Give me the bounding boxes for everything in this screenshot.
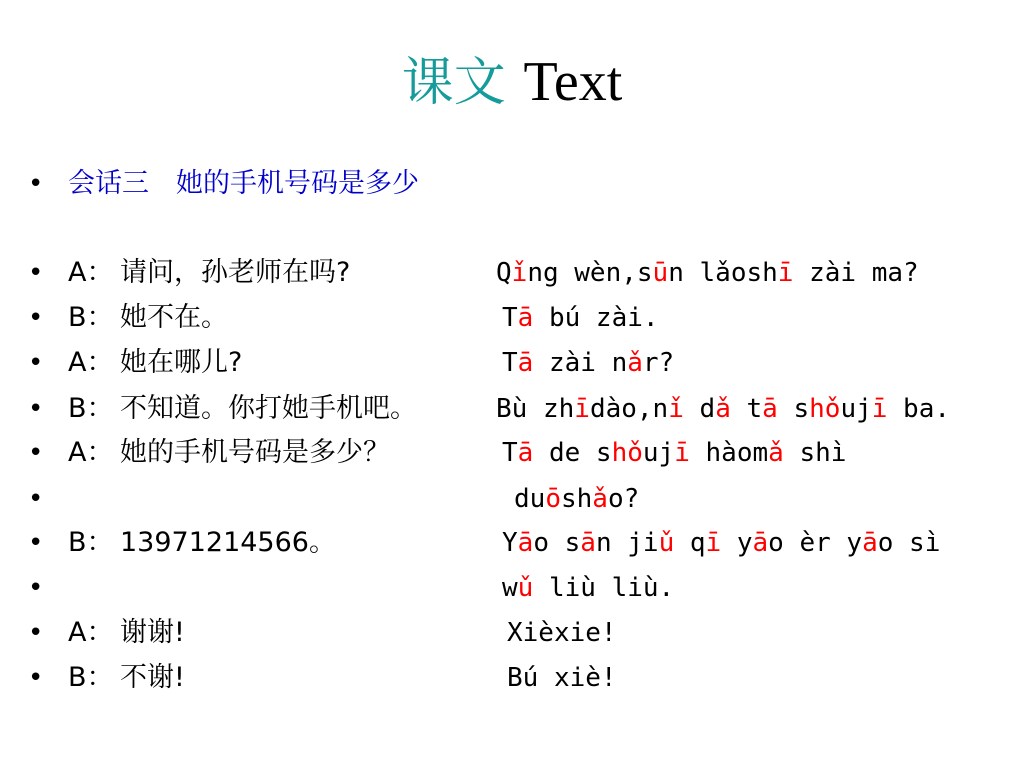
pinyin-segment: y — [721, 528, 753, 558]
tone-mark: ā — [762, 394, 778, 424]
tone-mark: ū — [652, 258, 669, 288]
pinyin-text — [502, 298, 659, 338]
tone-mark: hǒ — [611, 438, 643, 468]
pinyin-segment: s — [777, 394, 810, 424]
dialogue-line — [0, 658, 1024, 698]
pinyin-segment: zài n — [533, 348, 628, 378]
bullet: • — [28, 394, 44, 424]
pinyin-segment: q — [674, 528, 706, 558]
pinyin-segment: uj — [840, 394, 872, 424]
pinyin-segment: sh — [560, 484, 593, 514]
tone-mark: ā — [517, 303, 534, 333]
tone-mark: ī — [574, 394, 590, 424]
pinyin-text — [502, 523, 940, 563]
dialogue-heading: 会话三 她的手机号码是多少 — [68, 168, 419, 199]
pinyin-segment: ba. — [887, 394, 951, 424]
pinyin-segment: Q — [496, 258, 512, 288]
slide-title — [0, 44, 1024, 121]
pinyin-segment: n ji — [595, 528, 659, 558]
pinyin-segment: Y — [502, 528, 518, 558]
pinyin-segment: Xièxie! — [507, 618, 617, 648]
tone-mark: ā — [752, 528, 769, 558]
chinese-text: 不知道。你打她手机吧。 — [120, 393, 417, 424]
tone-mark: ǔ — [658, 528, 675, 558]
pinyin-segment: o s — [533, 528, 581, 558]
dialogue-line — [0, 343, 1024, 383]
tone-mark: ā — [517, 528, 534, 558]
pinyin-text — [507, 658, 617, 698]
chinese-text: 她的手机号码是多少？ — [120, 437, 390, 468]
tone-mark: ǔ — [517, 573, 534, 603]
pinyin-segment: Bù zh — [496, 394, 575, 424]
pinyin-text — [496, 389, 950, 429]
tone-mark: hǒ — [809, 394, 841, 424]
tone-mark: ō — [545, 484, 561, 514]
pinyin-text — [502, 433, 846, 473]
pinyin-segment: du — [514, 484, 546, 514]
pinyin-text — [502, 568, 674, 608]
heading-line — [0, 164, 1024, 204]
chinese-text: 谢谢! — [120, 617, 185, 648]
speaker-label: A： — [68, 617, 114, 648]
bullet: • — [28, 528, 44, 558]
pinyin-text — [496, 253, 919, 293]
speaker-label: B： — [68, 302, 114, 333]
dialogue-line — [0, 568, 1024, 608]
pinyin-segment: uj — [642, 438, 675, 468]
tone-mark: ī — [674, 438, 690, 468]
pinyin-segment: hàom — [689, 438, 769, 468]
pinyin-segment: ng wèn,s — [527, 258, 653, 288]
pinyin-segment: liù liù. — [533, 573, 675, 603]
pinyin-segment: zài ma? — [793, 258, 919, 288]
tone-mark: ī — [871, 394, 888, 424]
dialogue-line — [0, 613, 1024, 653]
pinyin-segment: r? — [642, 348, 675, 378]
dialogue-line — [0, 298, 1024, 338]
chinese-text: 不谢! — [120, 662, 185, 693]
pinyin-segment: shì — [783, 438, 847, 468]
speaker-label: A： — [68, 437, 114, 468]
pinyin-segment: d — [683, 394, 716, 424]
dialogue-line — [0, 253, 1024, 293]
dialogue-line — [0, 389, 1024, 429]
bullet: • — [28, 258, 44, 288]
tone-mark: ǎ — [627, 348, 643, 378]
tone-mark: ī — [777, 258, 794, 288]
speaker-label: B： — [68, 527, 114, 558]
speaker-label: B： — [68, 393, 114, 424]
tone-mark: ā — [517, 438, 534, 468]
title-chinese: 课文 — [401, 53, 506, 113]
tone-mark: ǎ — [715, 394, 731, 424]
pinyin-segment: bú zài. — [533, 303, 659, 333]
pinyin-segment: o èr y — [768, 528, 863, 558]
bullet: • — [28, 618, 44, 648]
pinyin-text — [514, 479, 639, 519]
pinyin-segment: o sì — [877, 528, 941, 558]
tone-mark: ǎ — [592, 484, 608, 514]
tone-mark: ǐ — [511, 258, 528, 288]
tone-mark: ǐ — [668, 394, 684, 424]
speaker-label: B： — [68, 662, 114, 693]
bullet: • — [28, 169, 44, 199]
speaker-label: A： — [68, 347, 114, 378]
pinyin-segment: T — [502, 348, 518, 378]
tone-mark: ā — [862, 528, 878, 558]
chinese-text: 请问，孙老师在吗? — [120, 257, 351, 288]
tone-mark: ǎ — [768, 438, 784, 468]
bullet: • — [28, 303, 44, 333]
pinyin-segment: n lǎosh — [668, 258, 778, 288]
chinese-text: 13971214566。 — [120, 527, 336, 558]
pinyin-segment: T — [502, 438, 518, 468]
chinese-text: 她在哪儿? — [120, 347, 243, 378]
tone-mark: ā — [517, 348, 534, 378]
pinyin-segment: w — [502, 573, 518, 603]
bullet: • — [28, 484, 44, 514]
tone-mark: ī — [705, 528, 722, 558]
speaker-label: A： — [68, 257, 114, 288]
pinyin-segment: Bú xiè! — [507, 663, 617, 693]
dialogue-line — [0, 523, 1024, 563]
bullet: • — [28, 573, 44, 603]
chinese-text: 她不在。 — [120, 302, 228, 333]
title-english: Text — [523, 51, 623, 113]
pinyin-segment: de s — [533, 438, 612, 468]
dialogue-line — [0, 433, 1024, 473]
pinyin-segment: o? — [607, 484, 640, 514]
pinyin-text — [507, 613, 617, 653]
bullet: • — [28, 348, 44, 378]
pinyin-segment: t — [730, 394, 763, 424]
dialogue-line — [0, 479, 1024, 519]
tone-mark: ā — [580, 528, 596, 558]
bullet: • — [28, 663, 44, 693]
pinyin-segment: T — [502, 303, 518, 333]
pinyin-segment: dào,n — [589, 394, 669, 424]
bullet: • — [28, 438, 44, 468]
pinyin-text — [502, 343, 674, 383]
